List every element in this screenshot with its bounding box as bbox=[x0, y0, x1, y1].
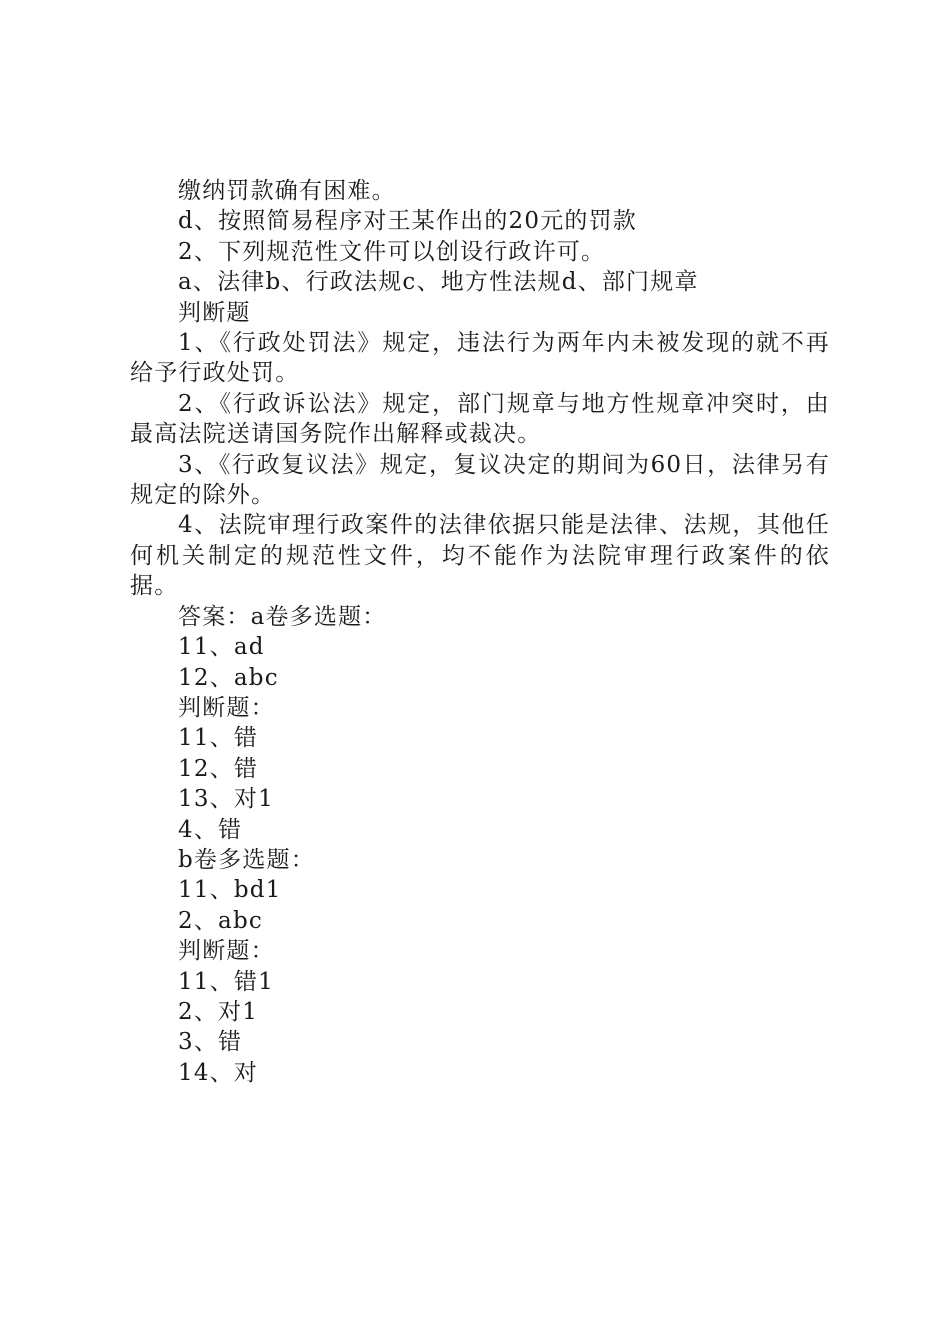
document-page bbox=[130, 176, 830, 1088]
paragraph: 1、《行政处罚法》规定，违法行为两年内未被发现的就不再给予行政处罚。 bbox=[130, 330, 830, 387]
section-heading: 答案：a卷多选题： bbox=[178, 603, 387, 630]
answer-item: 13、对1 bbox=[178, 786, 274, 813]
answer-item: 11、bd1 bbox=[178, 877, 282, 904]
answer-item: 2、abc bbox=[178, 907, 263, 934]
paragraph: 2、《行政诉讼法》规定，部门规章与地方性规章冲突时，由最高法院送请国务院作出解释或裁决。 bbox=[130, 390, 830, 448]
paragraph: 3、《行政复议法》规定，复议决定的期间为60日，法律另有规定的除外。 bbox=[130, 451, 830, 509]
answer-item: 3、错 bbox=[178, 1029, 243, 1056]
answer-item: 11、ad bbox=[178, 634, 265, 661]
answer-item: 12、abc bbox=[178, 664, 279, 691]
answer-item: 11、错 bbox=[178, 725, 259, 752]
section-heading: 判断题： bbox=[178, 938, 275, 965]
answer-item: 2、对1 bbox=[178, 998, 259, 1025]
section-heading: 判断题： bbox=[178, 694, 275, 721]
section-heading: b卷多选题： bbox=[178, 846, 315, 873]
paragraph: 缴纳罚款确有困难。 bbox=[178, 178, 396, 204]
paragraph: d、按照简易程序对王某作出的20元的罚款 bbox=[178, 208, 637, 235]
answer-item: 11、错1 bbox=[178, 968, 274, 995]
answer-item: 4、错 bbox=[178, 816, 243, 843]
answer-item: 12、错 bbox=[178, 755, 259, 782]
paragraph: 2、下列规范性文件可以创设行政许可。 bbox=[178, 238, 606, 265]
section-heading: 判断题 bbox=[178, 299, 251, 326]
answer-item: 14、对 bbox=[178, 1059, 259, 1086]
paragraph: 4、法院审理行政案件的法律依据只能是法律、法规，其他任何机关制定的规范性文件，均不能作为法院审理行政案件的依据。 bbox=[130, 512, 830, 600]
paragraph: a、法律b、行政法规c、地方性法规d、部门规章 bbox=[178, 269, 699, 296]
